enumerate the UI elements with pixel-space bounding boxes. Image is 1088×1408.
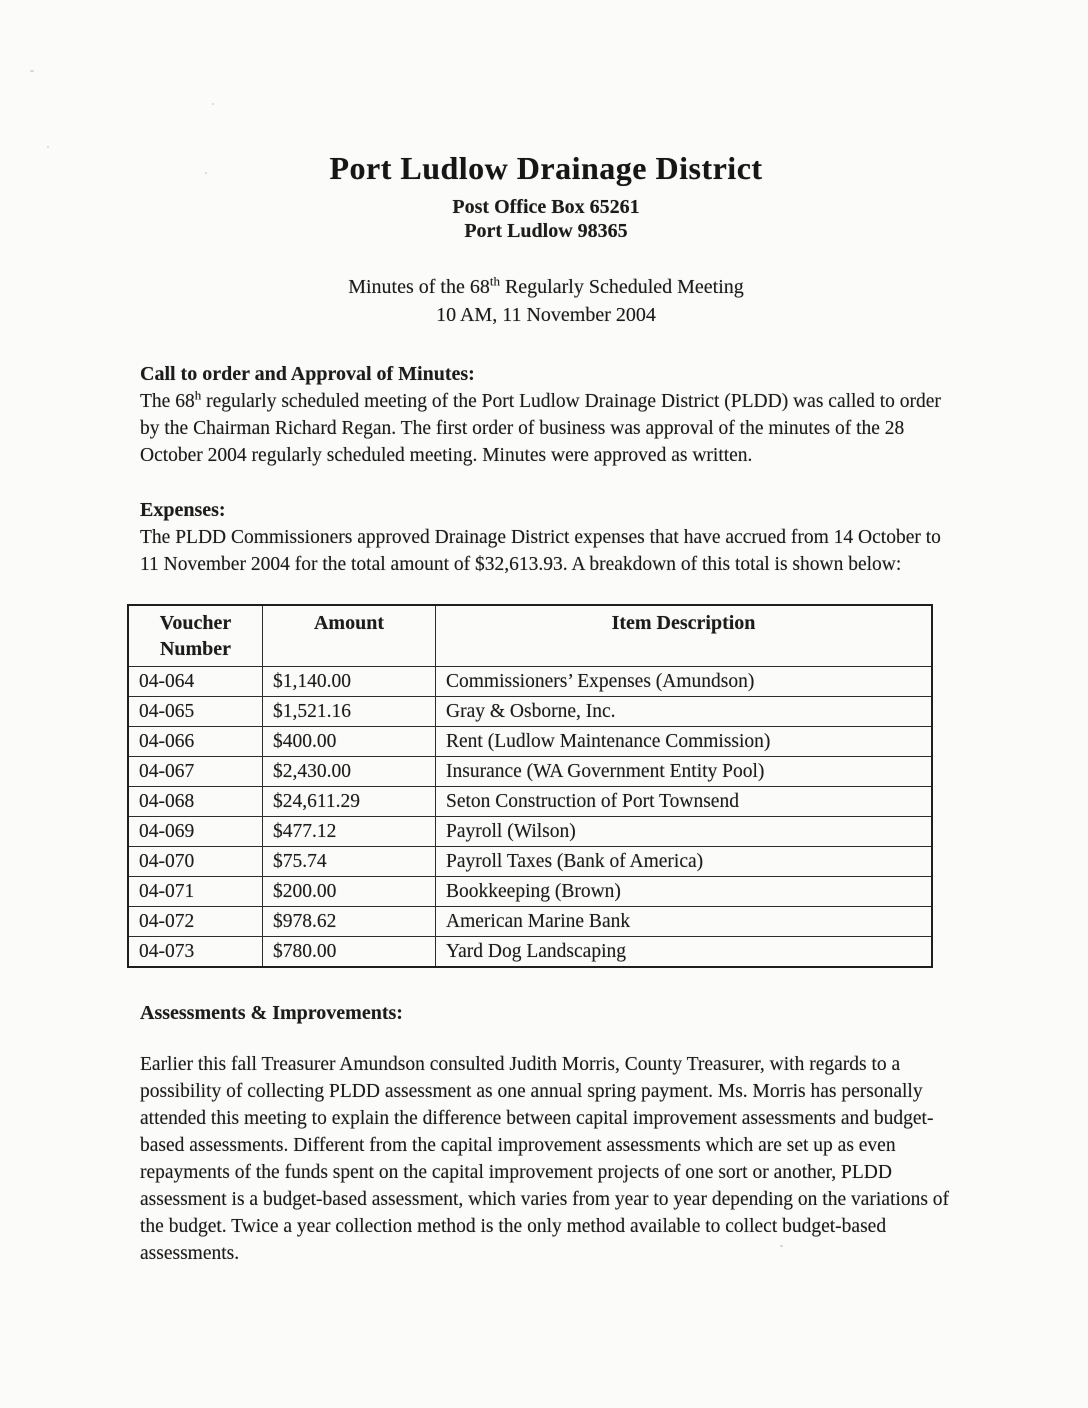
- call-to-order-ordinal-sup: h: [194, 387, 202, 403]
- item-description-header: Item Description: [436, 605, 933, 667]
- voucher-cell: 04-067: [128, 757, 263, 787]
- table-row: [128, 697, 932, 727]
- assessments-paragraph: Earlier this fall Treasurer Amundson consulted Judith Morris, County Treasurer, with regards to a possibility of collecting PLDD assessment as one annual spring payment. Ms. Morris has personally attended this meeting to explain the difference between capital improvement assessments and budget-based assessments. Different from the capital improvement assessments which are set up as even repayments of the funds spent on the capital improvement projects of one sort or another, PLDD assessment is a budget-based assessment, which varies from year to year depending on the variations of the budget. Twice a year collection method is the only method available to collect budget-based assessments.: [140, 1054, 950, 1264]
- assessments-heading: Assessments & Improvements:: [140, 1002, 403, 1024]
- description-cell: Payroll (Wilson): [436, 817, 933, 847]
- description-cell: Seton Construction of Port Townsend: [436, 787, 933, 817]
- voucher-cell: 04-072: [128, 907, 263, 937]
- call-to-order-text: The 68: [140, 391, 195, 412]
- expenses-table: [127, 604, 933, 968]
- meeting-title-line: [140, 273, 952, 301]
- call-to-order-text-rest: regularly scheduled meeting of the Port Ludlow Drainage District (PLDD) was called to order by the Chairman Richard Regan. The first order of business was approval of the minutes of the 28 October 2004 regularly scheduled meeting. Minutes were approved as written.: [140, 391, 941, 466]
- amount-cell: $477.12: [263, 817, 436, 847]
- meeting-title-text: Minutes of the 68: [348, 276, 490, 298]
- expenses-paragraph: The PLDD Commissioners approved Drainage District expenses that have accrued from 14 October to 11 November 2004 for the total amount of $32,613.93. A breakdown of this total is shown below:: [140, 527, 941, 575]
- amount-cell: $400.00: [263, 727, 436, 757]
- amount-cell: $75.74: [263, 847, 436, 877]
- description-cell: Gray & Osborne, Inc.: [436, 697, 933, 727]
- amount-cell: $978.62: [263, 907, 436, 937]
- header-row: [128, 605, 932, 667]
- amount-cell: $24,611.29: [263, 787, 436, 817]
- scan-speck: [47, 146, 49, 148]
- address-line-1: Post Office Box 65261: [452, 196, 640, 218]
- table-row: [128, 847, 932, 877]
- table-row: [128, 817, 932, 847]
- voucher-cell: 04-070: [128, 847, 263, 877]
- table-row: [128, 727, 932, 757]
- meeting-subtitle-block: [140, 273, 952, 329]
- voucher-cell: 04-073: [128, 937, 263, 968]
- expenses-table-body: [128, 667, 932, 968]
- voucher-cell: 04-065: [128, 697, 263, 727]
- voucher-cell: 04-068: [128, 787, 263, 817]
- description-cell: Payroll Taxes (Bank of America): [436, 847, 933, 877]
- table-row: [128, 667, 932, 697]
- voucher-cell: 04-064: [128, 667, 263, 697]
- voucher-cell: 04-066: [128, 727, 263, 757]
- description-cell: Yard Dog Landscaping: [436, 937, 933, 968]
- amount-cell: $2,430.00: [263, 757, 436, 787]
- amount-cell: $780.00: [263, 937, 436, 968]
- document-content: [140, 0, 952, 1267]
- description-cell: Insurance (WA Government Entity Pool): [436, 757, 933, 787]
- address-line-2: Port Ludlow 98365: [464, 220, 628, 242]
- meeting-datetime-line: 10 AM, 11 November 2004: [436, 304, 656, 326]
- amount-cell: $200.00: [263, 877, 436, 907]
- amount-header: Amount: [263, 605, 436, 667]
- table-row: [128, 907, 932, 937]
- call-to-order-heading: Call to order and Approval of Minutes:: [140, 363, 475, 385]
- description-cell: Bookkeeping (Brown): [436, 877, 933, 907]
- description-cell: Rent (Ludlow Maintenance Commission): [436, 727, 933, 757]
- description-cell: Commissioners’ Expenses (Amundson): [436, 667, 933, 697]
- meeting-title-ordinal-sup: th: [489, 273, 500, 289]
- amount-cell: $1,140.00: [263, 667, 436, 697]
- voucher-cell: 04-071: [128, 877, 263, 907]
- call-to-order-paragraph: [140, 388, 952, 469]
- meeting-title-text-rest: Regularly Scheduled Meeting: [499, 276, 744, 298]
- document-title: Port Ludlow Drainage District: [329, 150, 763, 186]
- table-row: [128, 787, 932, 817]
- description-cell: American Marine Bank: [436, 907, 933, 937]
- expenses-table-header: [128, 605, 932, 667]
- amount-cell: $1,521.16: [263, 697, 436, 727]
- voucher-number-header: Voucher Number: [128, 605, 263, 667]
- table-row: [128, 877, 932, 907]
- table-row: [128, 757, 932, 787]
- expenses-heading: Expenses:: [140, 499, 226, 521]
- voucher-cell: 04-069: [128, 817, 263, 847]
- table-row: [128, 937, 932, 968]
- scan-speck: [30, 70, 34, 72]
